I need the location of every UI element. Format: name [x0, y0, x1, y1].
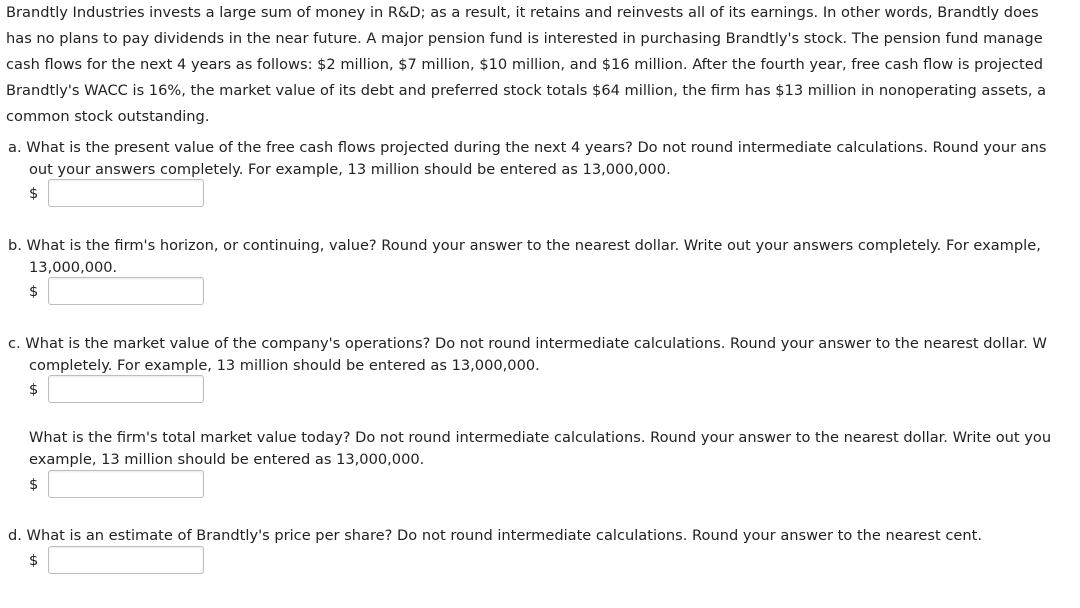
currency-symbol: $ [29, 552, 39, 569]
question-b-text: b. What is the firm's horizon, or continuing, value? Round your answer to the nearest dollar. Write out your answers completely. For example, [8, 237, 1041, 254]
answer-total-value-input[interactable] [48, 470, 204, 498]
intro-line: Brandtly Industries invests a large sum of money in R&D; as a result, it retains and reinvests all of its earnings. In other words, Brandtly does [6, 4, 1039, 21]
question-a-text: a. What is the present value of the free cash flows projected during the next 4 years? Do not round intermediate calculations. Round your ans [8, 139, 1047, 156]
answer-c-input[interactable] [48, 375, 204, 403]
currency-symbol: $ [29, 283, 39, 300]
answer-b-input[interactable] [48, 277, 204, 305]
intro-line: has no plans to pay dividends in the near future. A major pension fund is interested in purchasing Brandtly's stock. The pension fund manage [6, 30, 1043, 47]
intro-line: common stock outstanding. [6, 108, 210, 125]
question-total-value-text: What is the firm's total market value today? Do not round intermediate calculations. Round your answer to the nearest dollar. Write out you [29, 429, 1052, 446]
currency-symbol: $ [29, 381, 39, 398]
intro-line: Brandtly's WACC is 16%, the market value of its debt and preferred stock totals $64 million, the firm has $13 million in nonoperating assets, a [6, 82, 1047, 99]
currency-symbol: $ [29, 185, 39, 202]
question-total-value-text: example, 13 million should be entered as 13,000,000. [29, 451, 425, 468]
answer-d-input[interactable] [48, 546, 204, 574]
answer-a-input[interactable] [48, 179, 204, 207]
question-a-text: out your answers completely. For example, 13 million should be entered as 13,000,000. [29, 161, 671, 178]
question-c-text: c. What is the market value of the company's operations? Do not round intermediate calculations. Round your answer to the nearest dollar. W [8, 335, 1047, 352]
currency-symbol: $ [29, 476, 39, 493]
intro-line: cash flows for the next 4 years as follows: $2 million, $7 million, $10 million, and $16 million. After the fourth year, free cash flow is projected [6, 56, 1043, 73]
question-b-text: 13,000,000. [29, 259, 118, 276]
question-c-text: completely. For example, 13 million should be entered as 13,000,000. [29, 357, 540, 374]
question-d-text: d. What is an estimate of Brandtly's price per share? Do not round intermediate calculations. Round your answer to the nearest cent. [8, 527, 982, 544]
